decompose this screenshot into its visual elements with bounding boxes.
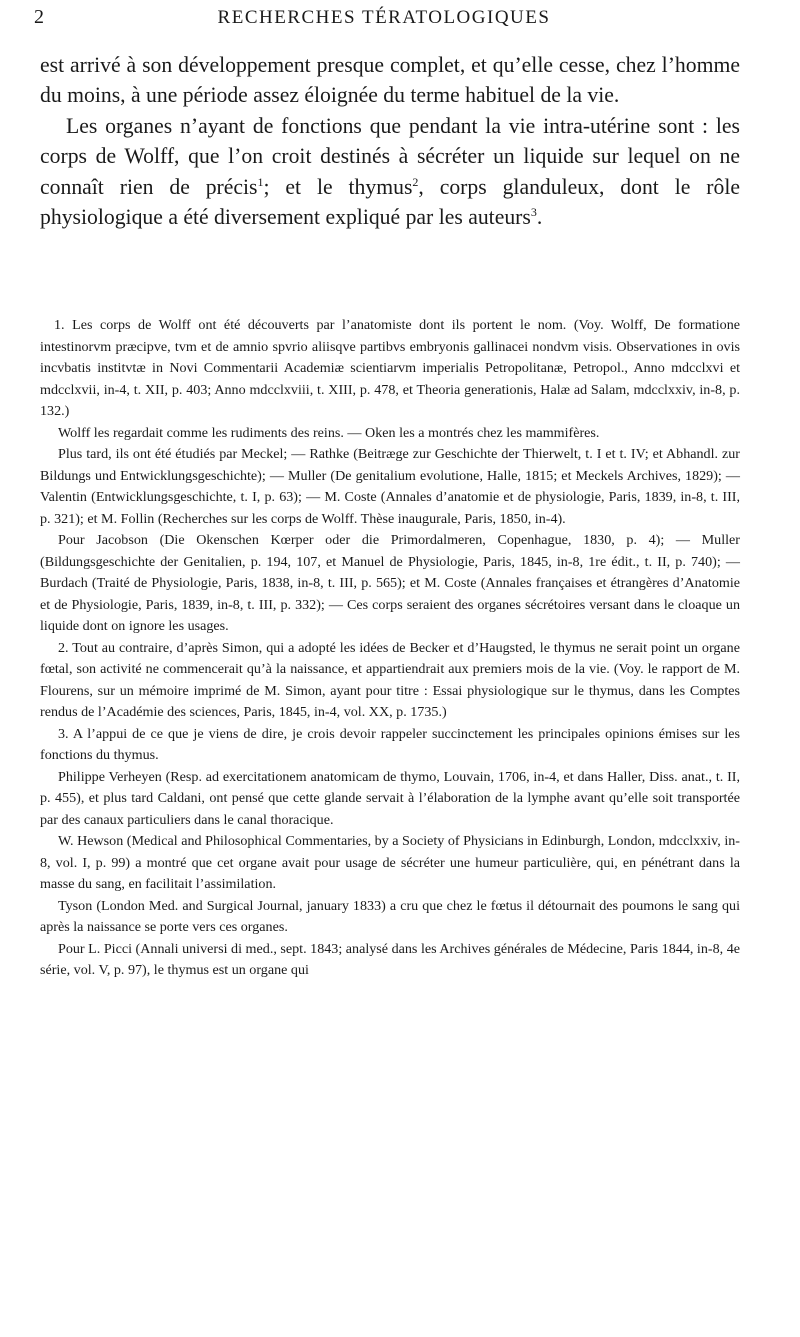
footnote-paragraph: Tyson (London Med. and Surgical Journal, january 1833) a cru que chez le fœtus il détournait des poumons le sang qui après la naissance se porte vers ces organes. <box>40 897 740 935</box>
running-header <box>34 6 734 36</box>
footnote-paragraph: Philippe Verheyen (Resp. ad exercitationem anatomicam de thymo, Louvain, 1706, in-4, et dans Haller, Diss. anat., t. II, p. 455), et plus tard Caldani, ont pensé que cette glande servait à l’élaboration de la lymphe avant qu’elle soit transportée par des canaux particuliers dans le canal thoracique. <box>40 768 740 828</box>
footnote-1: 1. Les corps de Wolff ont été découverts par l’anatomiste dont ils portent le nom. (Voy. Wolff, De formatione intestinorvm præcipve, tvm et de amnio spvrio aliisqve partibvs embryonis gallinacei nondvm visis. Observationes in ovis incvbatis institvtæ in Novi Commentarii Academiæ scientiarvm imperialis Petropolitanæ, Petropol., Anno mdcclxvi et mdcclxvii, in-4, t. XII, p. 403; Anno mdcclxviii, t. XIII, p. 478, et Theoria generationis, Halæ ad Salam, mdcclxxiv, in-8, p. 132.) <box>40 317 740 419</box>
main-paragraph-1: est arrivé à son développement presque complet, et qu’elle cesse, chez l’homme du moins, à une période assez éloignée du terme habituel de la vie. <box>40 53 740 108</box>
footnotes <box>40 315 740 982</box>
footnote-paragraph: Pour L. Picci (Annali universi di med., sept. 1843; analysé dans les Archives générales de Médecine, Paris 1844, in-8, 4e série, vol. V, p. 97), le thymus est un organe qui <box>40 940 740 978</box>
running-title: RECHERCHES TÉRATOLOGIQUES <box>217 7 551 28</box>
footnote-paragraph: Wolff les regardait comme les rudiments des reins. — Oken les a montrés chez les mammifères. <box>58 424 600 441</box>
footnote-paragraph: W. Hewson (Medical and Philosophical Commentaries, by a Society of Physicians in Edinburgh, London, mdcclxxiv, in-8, vol. I, p. 99) a montré que cet organe avait pour usage de sécréter une humeur particulière, qui, en pénétrant dans la masse du sang, en facilitait l’assimilation. <box>40 833 740 892</box>
paragraph-2-part-c: , corps glanduleux, dont le rôle physiologique a été diversement expliqué par les auteurs <box>40 174 740 230</box>
footnote-paragraph: Pour Jacobson (Die Okenschen Kœrper oder die Primordalmeren, Copenhague, 1830, p. 4); — Muller (Bildungsgeschichte der Genitalien, p. 194, 107, et Manuel de Physiologie, Paris, 1845, in-8, 1re édit., t. II, p. 740); — Burdach (Traité de Physiologie, Paris, 1838, in-8, t. III, p. 565); et M. Coste (Annales françaises et étrangères d’Anatomie et de Physiologie, Paris, 1839, in-8, t. III, p. 332); — Ces corps seraient des organes sécrétoires versant dans le cloaque un liquide dont on ignore les usages. <box>40 532 740 634</box>
footnote-ref-1: 1 <box>257 174 264 189</box>
footnote-3: 3. A l’appui de ce que je viens de dire, je crois devoir rappeler succinctement les principales opinions émises sur les fonctions du thymus. <box>40 725 740 763</box>
footnote-ref-3: 3 <box>530 204 537 219</box>
footnote-paragraph: Plus tard, ils ont été étudiés par Meckel; — Rathke (Beitræge zur Geschichte der Thierwelt, t. I et t. IV; et Abhandl. zur Bildungs und Entwicklungsgeschichte); — Muller (De genitalium evolutione, Halle, 1815; et Meckels Archives, 1829); — Valentin (Entwicklungsgeschichte, t. I, p. 63); — M. Coste (Annales d’anatomie et de physiologie, Paris, 1839, in-8, t. III, p. 321); et M. Follin (Recherches sur les corps de Wolff. Thèse inaugurale, Paris, 1850, in-4). <box>40 446 740 527</box>
main-paragraph-2 <box>40 111 740 233</box>
footnote-ref-2: 2 <box>412 174 419 189</box>
paragraph-2-part-a: Les organes n’ayant de fonctions que pendant la vie intra-utérine sont : les corps de Wolff, que l’on croit destinés à sécréter un liquide sur lequel on ne connaît rien de précis <box>40 113 740 199</box>
page-number: 2 <box>34 6 44 28</box>
paragraph-2-part-b: ; et le thymus <box>263 174 413 199</box>
footnote-2: 2. Tout au contraire, d’après Simon, qui a adopté les idées de Becker et d’Haugsted, le thymus ne serait point un organe fœtal, son activité ne commencerait qu’à la naissance, et appartiendrait aux premiers mois de la vie. (Voy. le rapport de M. Flourens, sur un mémoire imprimé de M. Simon, ayant pour titre : Essai physiologique sur le thymus, dans les Comptes rendus de l’Académie des sciences, Paris, 1845, in-4, vol. XX, p. 1735.) <box>40 639 740 720</box>
main-text <box>40 50 740 232</box>
paragraph-2-part-d: . <box>536 205 543 230</box>
